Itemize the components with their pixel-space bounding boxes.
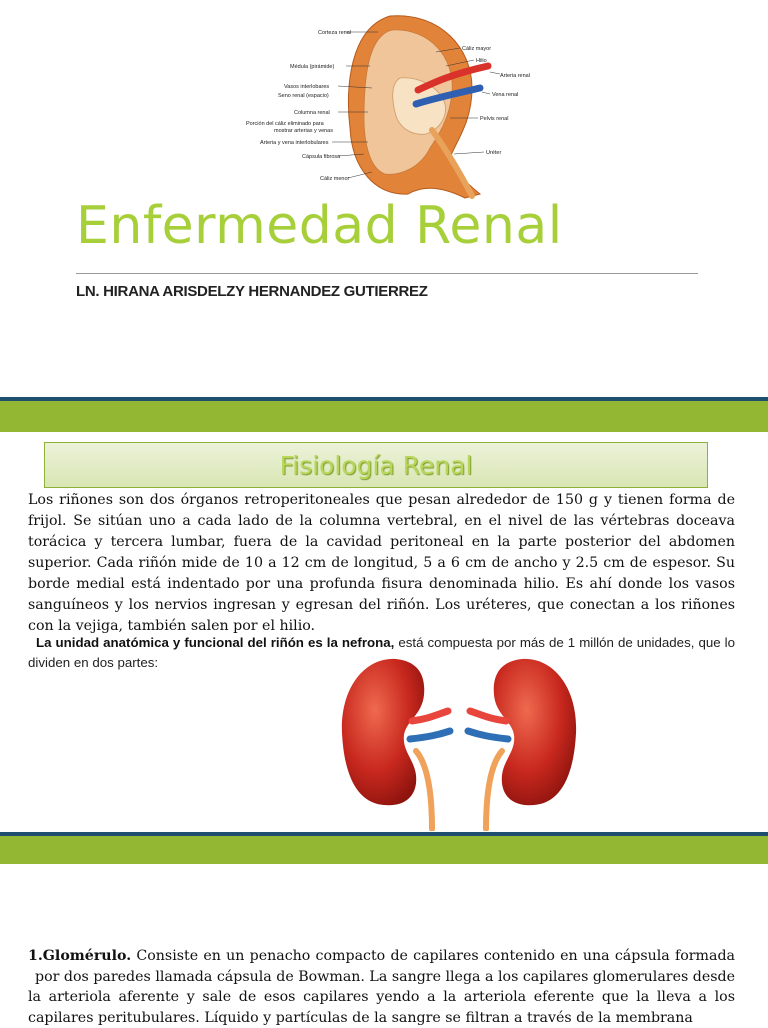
nephron-text: está compuesta por más de 1 millón de unidades, que lo dividen en dos partes: xyxy=(28,635,736,670)
glomerulo-line1: Consiste en un penacho compacto de capilares contenido en una cápsula formada xyxy=(131,948,735,964)
label-caliz-mayor: Cáliz mayor xyxy=(462,46,492,52)
left-ureter-shape xyxy=(416,751,432,829)
label-arteria-renal: Arteria renal xyxy=(500,73,530,79)
section-title-box xyxy=(44,442,708,488)
label-seno-renal: Seno renal (espacio) xyxy=(278,93,329,99)
kidneys-illustration xyxy=(336,655,582,831)
presentation-title: Enfermedad Renal xyxy=(76,196,563,256)
intro-paragraph: Los riñones son dos órganos retroperitoneales que pesan alrededor de 150 g y tienen forma de frijol. Se sitúan uno a cada lado de la columna vertebral, en el nivel de las vértebras doceava torácica y tercera lumbar, fuera de la cavidad peritoneal en la parte posterior del abdomen superior. Cada riñón mide de 10 a 12 cm de longitud, 5 a 6 cm de ancho y 2.5 cm de espesor. Su borde medial está indentado por una profunda fisura denominada hilio. Es ahí donde los vasos sanguíneos y los nervios ingresan y egresan del riñón. Los uréteres, que conectan a los riñones con la vejiga, también salen por el hilio. xyxy=(28,492,735,634)
label-corteza-renal: Corteza renal xyxy=(318,30,352,36)
section-title: Fisiología Renal xyxy=(279,450,473,480)
right-renal-vein-shape xyxy=(468,731,508,739)
label-porcion-caliz-2: mostrar arterias y venas xyxy=(274,128,333,134)
label-porcion-caliz: Porción del cáliz eliminado para xyxy=(246,121,324,127)
glomerulo-paragraph xyxy=(28,946,735,1028)
left-renal-vein-shape xyxy=(410,731,450,739)
slide-separator-green-top xyxy=(0,401,768,432)
kidney-anatomy-diagram xyxy=(240,8,540,200)
label-medula: Médula (pirámide) xyxy=(290,64,335,70)
label-capsula-fibrosa: Cápsula fibrosa xyxy=(302,154,341,160)
glomerulo-title: 1.Glomérulo. xyxy=(28,948,132,964)
slide-separator-green-bottom xyxy=(0,836,768,864)
left-kidney-shape xyxy=(342,659,424,805)
label-hilio: Hilio xyxy=(476,58,487,64)
label-columna-renal: Columna renal xyxy=(294,110,330,116)
label-vasos-interlobares: Vasos interlobares xyxy=(284,84,330,90)
label-pelvis-renal: Pelvis renal xyxy=(480,116,509,122)
label-arteria-vena-interlobulares: Arteria y vena interlobulares xyxy=(260,140,329,146)
label-vena-renal: Vena renal xyxy=(492,92,519,98)
label-caliz-menor: Cáliz menor xyxy=(320,176,350,182)
right-kidney-shape xyxy=(494,659,576,805)
label-ureter: Uréter xyxy=(486,150,502,156)
nephron-bold-text: La unidad anatómica y funcional del riñón es la nefrona, xyxy=(36,635,395,650)
author-name: LN. HIRANA ARISDELZY HERNANDEZ GUTIERREZ xyxy=(76,283,428,300)
title-divider xyxy=(76,273,698,274)
right-ureter-shape xyxy=(486,751,502,829)
glomerulo-text: por dos paredes llamada cápsula de Bowman. La sangre llega a los capilares glomerulares desde la arteriola aferente y sale de esos capilares yendo a la arteriola eferente que la lleva a los capilares peritubulares. Líquido y partículas de la sangre se filtran a través de la membrana xyxy=(28,968,735,1026)
